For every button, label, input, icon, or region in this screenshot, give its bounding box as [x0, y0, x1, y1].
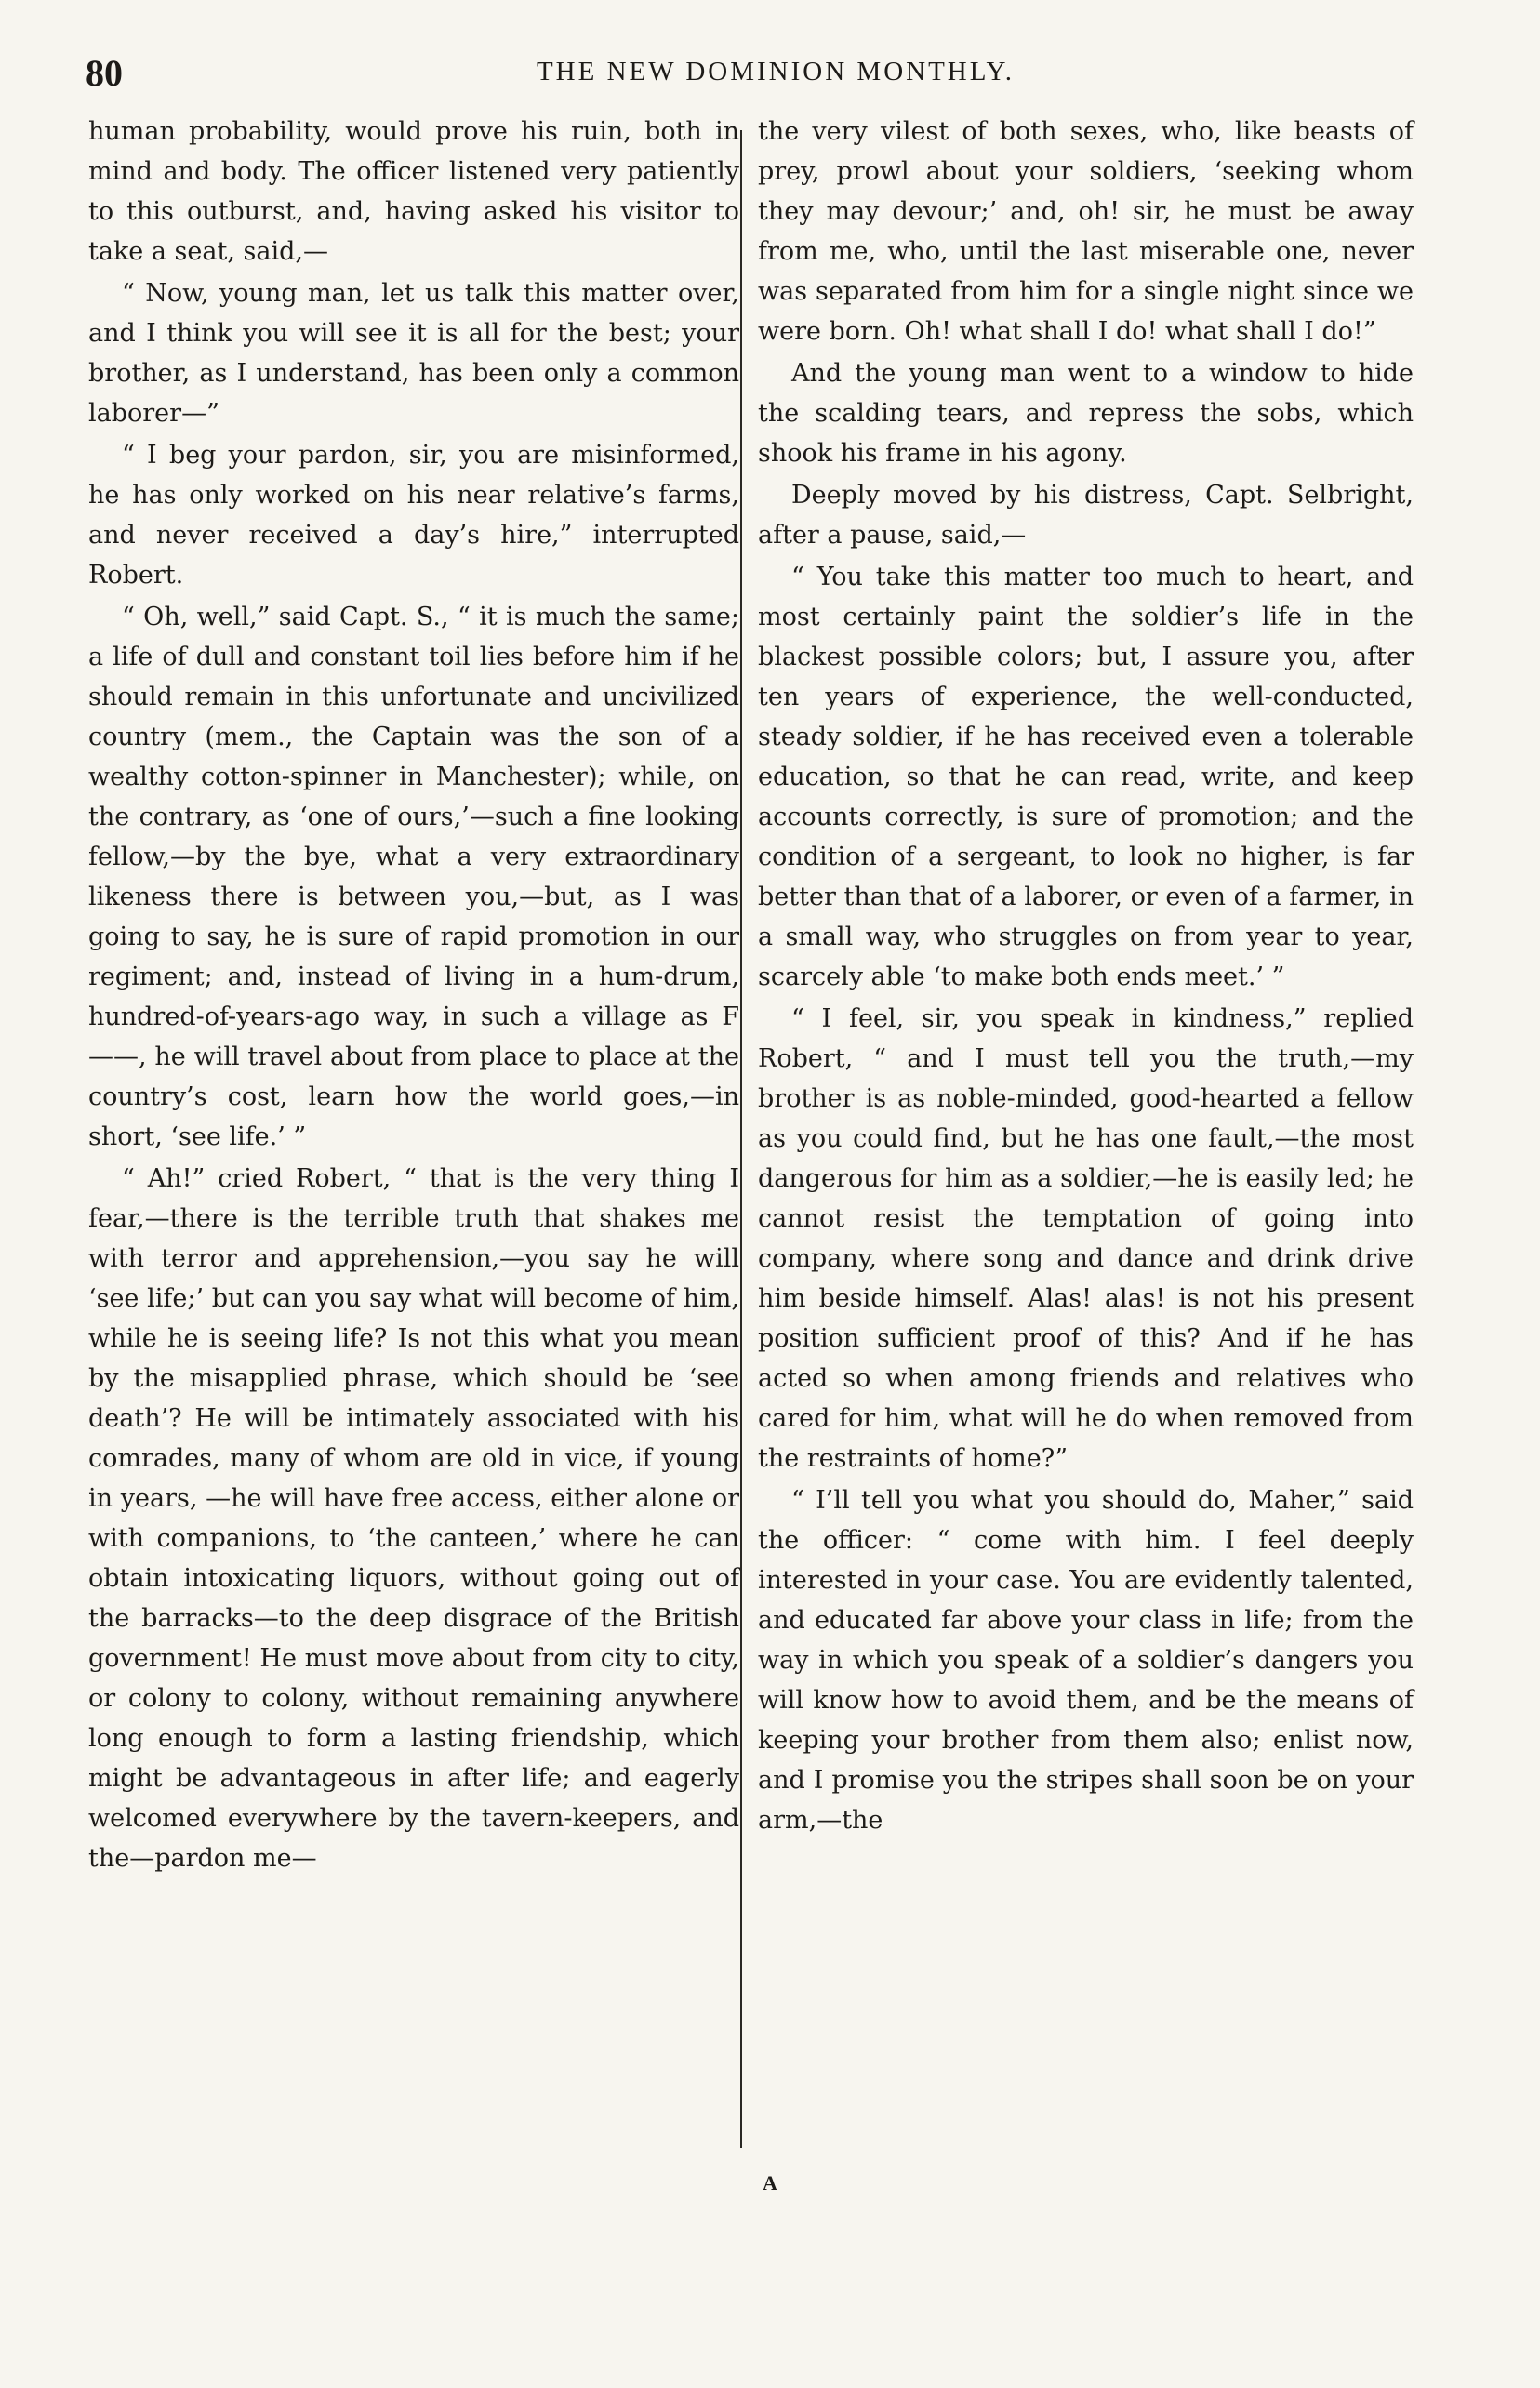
column-divider [740, 130, 742, 2148]
paragraph: And the young man went to a window to hide the scalding tears, and repress the sobs, which shook his frame in his agony. [758, 359, 1414, 468]
page-header [86, 51, 1466, 98]
paragraph: “ I feel, sir, you speak in kindness,” replied Robert, “ and I must tell you the truth,—my brother is as noble-minded, good-hearted a fellow as you could find, but he has one fault,—the most dangerous for him as a soldier,—he is easily led; he cannot resist the temptation of going into company, where song and dance and drink drive him beside himself. Alas! alas! is not his present position sufficient proof of this? And if he has acted so when among friends and relatives who cared for him, what will he do when removed from the restraints of home?” [758, 1004, 1414, 1473]
right-column [758, 112, 1414, 1842]
paragraph: “ Ah!” cried Robert, “ that is the very thing I fear,—there is the terrible truth that shakes me with terror and apprehension,—you say he will ‘see life;’ but can you say what will become of him, while he is seeing life? Is not this what you mean by the misapplied phrase, which should be ‘see death’? He will be intimately associated with his comrades, many of whom are old in vice, if young in years, —he will have free access, either alone or with companions, to ‘the canteen,’ where he can obtain intoxicating liquors, without going out of the barracks—to the deep disgrace of the British government! He must move about from city to city, or colony to colony, without remaining anywhere long enough to form a lasting friendship, which might be advantageous in after life; and eagerly welcomed everywhere by the tavern-keepers, and the—pardon me— [88, 1164, 739, 1873]
paragraph: Deeply moved by his distress, Capt. Selbright, after a pause, said,— [758, 481, 1414, 550]
left-column [88, 112, 739, 1880]
running-title: THE NEW DOMINION MONTHLY. [536, 57, 1016, 86]
paragraph: “ I beg your pardon, sir, you are misinformed, he has only worked on his near relative’s farms, and never received a day’s hire,” interrupted Robert. [88, 441, 739, 590]
paragraph: “ Now, young man, let us talk this matter over, and I think you will see it is all for the best; your brother, as I understand, has been only a common laborer—” [88, 279, 739, 428]
page-number: 80 [86, 52, 123, 94]
paragraph: “ You take this matter too much to heart, and most certainly paint the soldier’s life in the blackest possible colors; but, I assure you, after ten years of experience, the well-conducted, steady soldier, if he has received even a tolerable education, so that he can read, write, and keep accounts correctly, is sure of promotion; and the condition of a sergeant, to look no higher, is far better than that of a laborer, or even of a farmer, in a small way, who struggles on from year to year, scarcely able ‘to make both ends meet.’ ” [758, 563, 1414, 991]
signature-mark: A [763, 2171, 777, 2195]
paragraph: human probability, would prove his ruin, both in mind and body. The officer listened very patiently to this outburst, and, having asked his visitor to take a seat, said,— [88, 117, 739, 266]
paragraph: “ I’ll tell you what you should do, Maher,” said the officer: “ come with him. I feel deeply interested in your case. You are evidently talented, and educated far above your class in life; from the way in which you speak of a soldier’s dangers you will know how to avoid them, and be the means of keeping your brother from them also; enlist now, and I promise you the stripes shall soon be on your arm,—the [758, 1486, 1414, 1835]
paragraph: the very vilest of both sexes, who, like beasts of prey, prowl about your soldiers, ‘seeking whom they may devour;’ and, oh! sir, he must be away from me, who, until the last miserable one, never was separated from him for a single night since we were born. Oh! what shall I do! what shall I do!” [758, 117, 1414, 346]
paragraph: “ Oh, well,” said Capt. S., “ it is much the same; a life of dull and constant toil lies before him if he should remain in this unfortunate and uncivilized country (mem., the Captain was the son of a wealthy cotton-spinner in Manchester); while, on the contrary, as ‘one of ours,’—such a fine looking fellow,—by the bye, what a very extraordinary likeness there is between you,—but, as I was going to say, he is sure of rapid promotion in our regiment; and, instead of living in a hum-drum, hundred-of-years-ago way, in such a village as F——, he will travel about from place to place at the country’s cost, learn how the world goes,—in short, ‘see life.’ ” [88, 603, 739, 1151]
